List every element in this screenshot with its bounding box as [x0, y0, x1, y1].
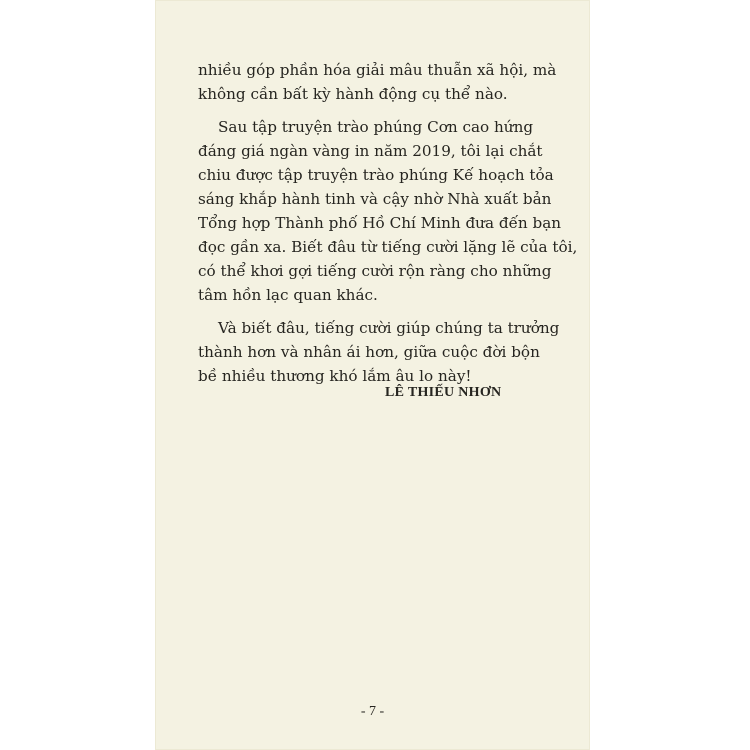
paragraph-3	[198, 316, 558, 388]
paragraph-1	[198, 58, 558, 106]
text-line: bề nhiều thương khó lắm âu lo này!	[198, 367, 472, 385]
text-line: không cần bất kỳ hành động cụ thể nào.	[198, 85, 508, 103]
text-line: sáng khắp hành tinh và cậy nhờ Nhà xuất bản	[198, 190, 552, 208]
text-line: chiu được tập truyện trào phúng Kế hoạch tỏa	[198, 166, 554, 184]
text-line: tâm hồn lạc quan khác.	[198, 286, 378, 304]
text-line: Tổng hợp Thành phố Hồ Chí Minh đưa đến bạn	[198, 214, 562, 232]
paragraph-2	[198, 115, 578, 307]
text-line: thành hơn và nhân ái hơn, giữa cuộc đời bộn	[198, 343, 540, 361]
text-line: có thể khơi gợi tiếng cười rộn ràng cho những	[198, 262, 552, 280]
text-line: đọc gần xa. Biết đâu từ tiếng cười lặng lẽ của tôi,	[198, 238, 578, 256]
book-page	[155, 0, 590, 750]
page-number: - 7 -	[360, 704, 385, 719]
body-text	[198, 58, 578, 397]
text-line: Và biết đâu, tiếng cười giúp chúng ta trưởng	[218, 319, 560, 337]
text-line: đáng giá ngàn vàng in năm 2019, tôi lại chắt	[198, 142, 543, 160]
text-line: nhiều góp phần hóa giải mâu thuẫn xã hội, mà	[198, 61, 557, 79]
text-line: Sau tập truyện trào phúng Cơn cao hứng	[218, 118, 534, 136]
author-signature: LÊ THIẾU NHƠN	[385, 385, 502, 400]
